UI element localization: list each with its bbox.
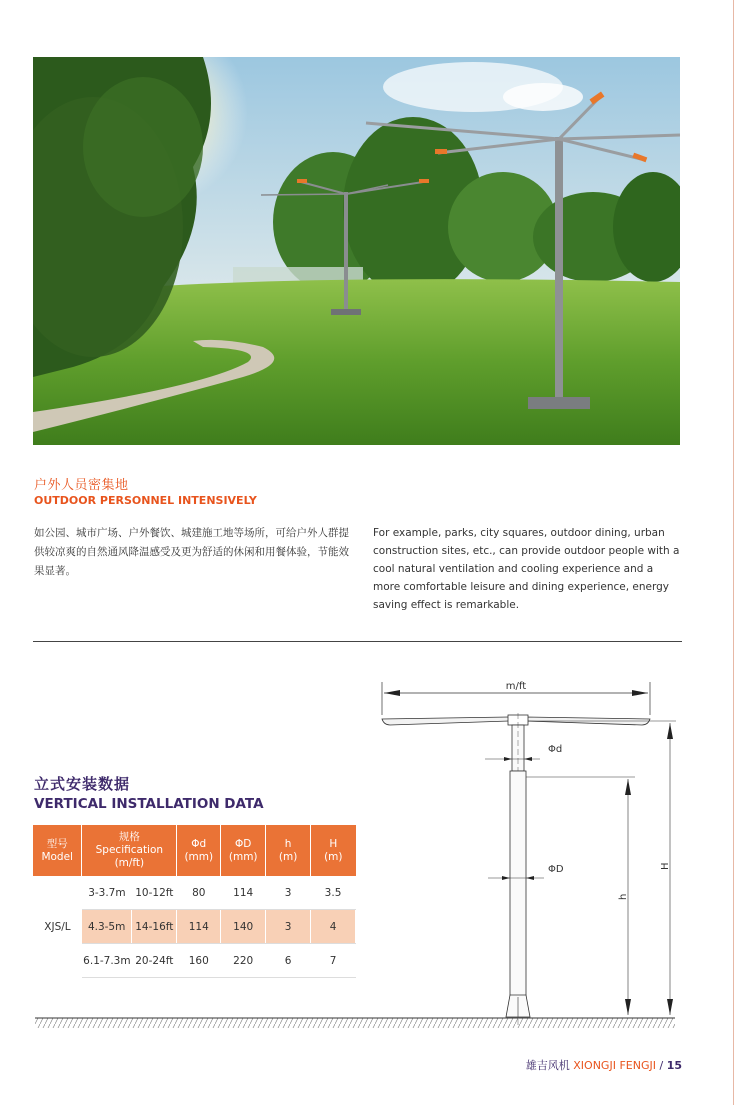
header-specification: 规格 Specification (m/ft) bbox=[82, 825, 177, 876]
header-large-diameter: ΦD (mm) bbox=[221, 825, 266, 876]
footer-brand-cn: 雄吉风机 bbox=[525, 1059, 570, 1072]
description-cn: 如公园、城市广场、户外餐饮、城建施工地等场所，可给户外人群提供较凉爽的自然通风降温感受及更为舒适的休闲和用餐体验，节能效果显著。 bbox=[34, 527, 349, 577]
span-label: m/ft bbox=[505, 681, 527, 692]
small-diameter-label: Φd bbox=[548, 744, 563, 755]
cell-spec-ft: 14-16ft bbox=[132, 910, 177, 944]
table-row bbox=[33, 910, 356, 944]
cell-d: 114 bbox=[177, 910, 221, 944]
header-small-diameter: Φd (mm) bbox=[177, 825, 221, 876]
ground-line bbox=[35, 1014, 675, 1028]
table-header-row bbox=[33, 825, 356, 876]
large-diameter-label: ΦD bbox=[548, 864, 564, 875]
cell-spec-m: 4.3-5m bbox=[82, 910, 132, 944]
page-edge-line bbox=[733, 0, 734, 1105]
cell-spec-ft: 20-24ft bbox=[132, 944, 177, 978]
installation-data-table bbox=[33, 825, 356, 978]
footer-brand-en: XIONGJI FENGJI bbox=[573, 1059, 656, 1072]
cell-H: 4 bbox=[311, 910, 356, 944]
table-row bbox=[33, 944, 356, 978]
cell-h: 6 bbox=[266, 944, 311, 978]
H-label: H bbox=[660, 862, 671, 870]
cell-h: 3 bbox=[266, 876, 311, 910]
table-row bbox=[33, 876, 356, 910]
installation-diagram bbox=[360, 655, 690, 1045]
cell-D: 220 bbox=[221, 944, 266, 978]
header-model: 型号 Model bbox=[33, 825, 82, 876]
cell-D: 114 bbox=[221, 876, 266, 910]
description-en: For example, parks, city squares, outdoor dining, urban construction sites, etc., can provide outdoor people with a cool natural ventilation and cooling experience and a more comfortable leisure and dining experience, energy saving effect is remarkable. bbox=[373, 527, 680, 611]
page-number: 15 bbox=[666, 1059, 682, 1072]
section-title-en: OUTDOOR PERSONNEL INTENSIVELY bbox=[34, 494, 257, 507]
footer-separator: / bbox=[659, 1059, 664, 1072]
park-fan-photo bbox=[33, 57, 680, 445]
cell-h: 3 bbox=[266, 910, 311, 944]
cell-d: 80 bbox=[177, 876, 221, 910]
cell-spec-m: 6.1-7.3m bbox=[82, 944, 132, 978]
header-h: h (m) bbox=[266, 825, 311, 876]
section-divider bbox=[33, 641, 682, 642]
cell-spec-ft: 10-12ft bbox=[132, 876, 177, 910]
h-label: h bbox=[618, 893, 629, 900]
model-cell: XJS/L bbox=[33, 876, 82, 978]
section-title-cn: 户外人员密集地 bbox=[34, 478, 129, 493]
page-footer bbox=[526, 1057, 682, 1073]
header-H: H (m) bbox=[311, 825, 356, 876]
cell-H: 7 bbox=[311, 944, 356, 978]
cell-D: 140 bbox=[221, 910, 266, 944]
installation-title-en: VERTICAL INSTALLATION DATA bbox=[34, 796, 264, 812]
cell-d: 160 bbox=[177, 944, 221, 978]
cell-H: 3.5 bbox=[311, 876, 356, 910]
installation-title-cn: 立式安装数据 bbox=[34, 775, 131, 793]
cell-spec-m: 3-3.7m bbox=[82, 876, 132, 910]
